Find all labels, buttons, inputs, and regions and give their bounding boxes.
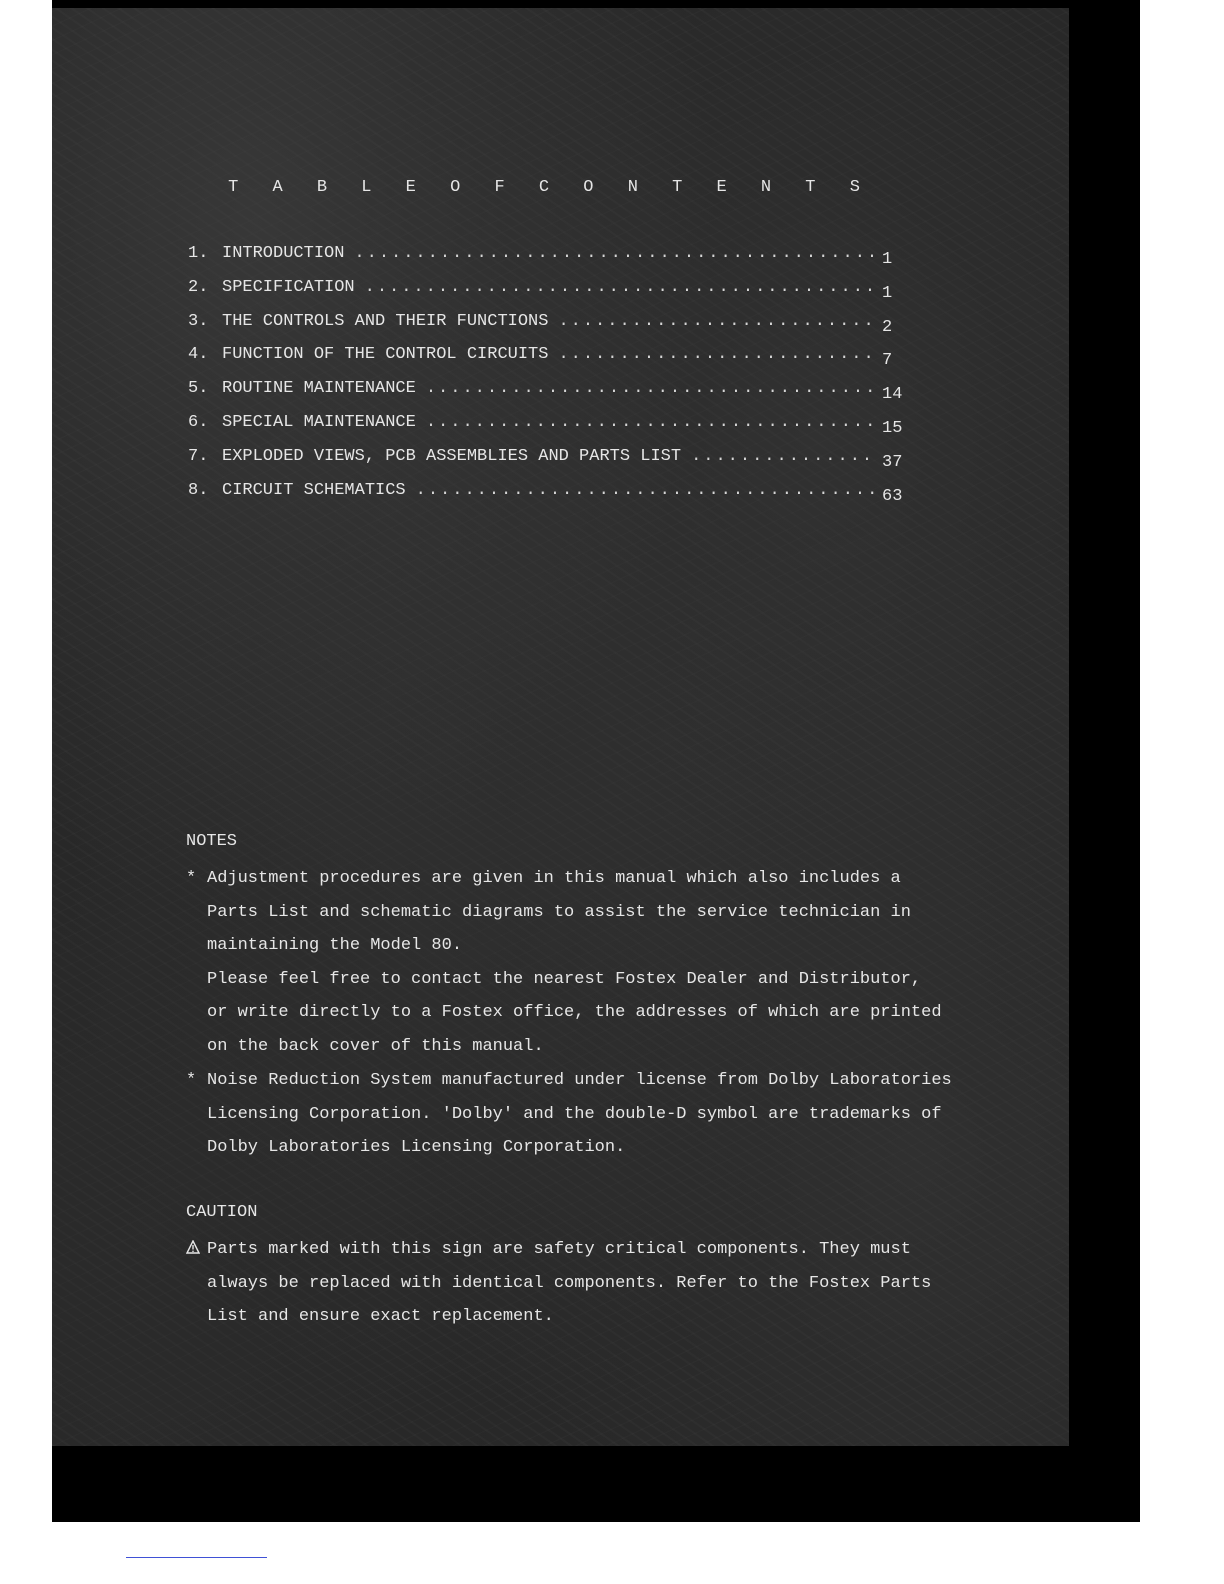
page-edge-shadow [1069, 8, 1140, 1446]
toc-entry-number: 4. [188, 345, 209, 365]
note-text: Noise Reduction System manufactured under license from Dolby Laboratories [207, 1071, 952, 1090]
toc-entry [188, 413, 910, 447]
caution-line [186, 1233, 931, 1267]
notes-heading: NOTES [186, 832, 238, 851]
toc-entry [188, 481, 910, 515]
toc-entry-number: 8. [188, 480, 209, 500]
toc-leader-dots [558, 312, 874, 331]
toc-leader-dots [354, 244, 874, 263]
toc-entry-label: SPECIAL MAINTENANCE [222, 412, 416, 432]
toc-leader-dots [365, 278, 874, 297]
bullet-asterisk: * [186, 869, 197, 888]
note-dolby [186, 1064, 952, 1165]
toc-leader-dots [558, 345, 874, 364]
footer-rule [126, 1557, 267, 1558]
toc-leader-dots [426, 379, 874, 398]
note-adjustment [186, 862, 942, 1064]
toc-entry [188, 447, 910, 481]
toc-entry-number: 6. [188, 412, 209, 432]
note-line: Parts List and schematic diagrams to assist the service technician in [207, 902, 911, 922]
toc-entry-label: FUNCTION OF THE CONTROL CIRCUITS [222, 345, 549, 365]
toc-leader-dots [426, 413, 874, 432]
corner-mark [1146, 0, 1153, 8]
toc-leader-dots [691, 447, 874, 466]
toc-entry [188, 312, 910, 346]
note-line [186, 1064, 952, 1098]
toc-entry [188, 345, 910, 379]
caution-note [186, 1233, 931, 1334]
toc-entry-number: 7. [188, 446, 209, 466]
toc-entry [188, 244, 910, 278]
note-line [186, 862, 942, 896]
toc-title: T A B L E O F C O N T E N T S [228, 178, 872, 197]
bullet-asterisk: * [186, 1071, 197, 1090]
toc-entry-label: SPECIFICATION [222, 277, 355, 297]
note-line: maintaining the Model 80. [207, 936, 463, 956]
toc-entry-label: CIRCUIT SCHEMATICS [222, 480, 406, 500]
toc-entry-page: 63 [882, 486, 903, 506]
toc-entry-page: 2 [882, 317, 893, 337]
caution-text: Parts marked with this sign are safety critical components. They must [207, 1240, 911, 1259]
toc-entry [188, 379, 910, 413]
toc-entry-page: 14 [882, 385, 903, 405]
caution-heading: CAUTION [186, 1203, 258, 1222]
toc-entry-number: 2. [188, 277, 209, 297]
toc-entry-label: INTRODUCTION [222, 244, 345, 263]
toc-entry-page: 37 [882, 452, 903, 472]
note-line: Licensing Corporation. 'Dolby' and the double-D symbol are trademarks of [207, 1104, 942, 1124]
note-line: or write directly to a Fostex office, the addresses of which are printed [207, 1003, 942, 1023]
toc-entry-page: 1 [882, 283, 893, 303]
toc-entry-number: 1. [188, 244, 209, 263]
toc-entry-number: 5. [188, 379, 209, 399]
note-line: Dolby Laboratories Licensing Corporation. [207, 1138, 626, 1158]
note-line: Please feel free to contact the nearest Fostex Dealer and Distributor, [207, 969, 922, 989]
note-text: Adjustment procedures are given in this manual which also includes a [207, 869, 901, 888]
toc-leader-dots [416, 481, 874, 500]
caution-line: always be replaced with identical components. Refer to the Fostex Parts [207, 1273, 932, 1293]
toc-entry-label: EXPLODED VIEWS, PCB ASSEMBLIES AND PARTS LIST [222, 446, 682, 466]
toc-entry-page: 15 [882, 418, 903, 438]
toc-entry-label: THE CONTROLS AND THEIR FUNCTIONS [222, 311, 549, 331]
table-of-contents [188, 244, 910, 514]
toc-entry-number: 3. [188, 311, 209, 331]
toc-entry-page: 7 [882, 351, 893, 371]
note-line: on the back cover of this manual. [207, 1036, 544, 1056]
toc-entry-page: 1 [882, 250, 893, 269]
leather-texture-background [52, 8, 1069, 1446]
warning-triangle-icon [186, 1234, 207, 1268]
caution-line: List and ensure exact replacement. [207, 1307, 554, 1327]
toc-entry-label: ROUTINE MAINTENANCE [222, 379, 416, 399]
toc-entry [188, 278, 910, 312]
